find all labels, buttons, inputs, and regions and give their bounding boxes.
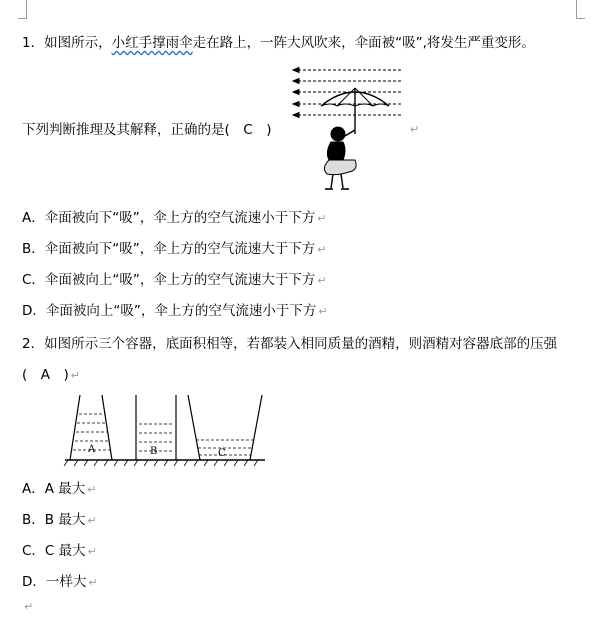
containers-figure	[60, 392, 270, 470]
q1-option-b: B．伞面被向下“吸”，伞上方的空气流速大于下方 ↵	[22, 241, 327, 257]
q1-option-d: D．伞面被向上“吸”，伞上方的空气流速小于下方 ↵	[22, 303, 328, 319]
container-label-c: C	[218, 448, 226, 459]
container-label-a: A	[88, 444, 96, 455]
page-corner-mark-left	[18, 0, 27, 19]
container-label-b: B	[150, 446, 158, 457]
q2-answer: ( A ) ↵	[22, 367, 80, 383]
page-corner-mark-right	[576, 0, 585, 19]
q2-option-b: B．B 最大 ↵	[22, 512, 97, 528]
q1-stem: 下列判断推理及其解释，正确的是( C )	[22, 122, 272, 138]
paragraph-mark: ↵	[410, 123, 420, 136]
q1-option-a: A．伞面被向下“吸”，伞上方的空气流速小于下方 ↵	[22, 210, 327, 226]
q2-option-d: D．一样大 ↵	[22, 574, 98, 590]
q1-option-c: C．伞面被向上“吸”，伞上方的空气流速大于下方 ↵	[22, 272, 327, 288]
q2-option-a: A．A 最大 ↵	[22, 481, 97, 497]
q2-text: 2．如图所示三个容器，底面积相等，若都装入相同质量的酒精，则酒精对容器底部的压强	[22, 336, 558, 352]
paragraph-mark-end: ↵	[24, 600, 34, 613]
q1-text: 1．如图所示，小红手撑雨伞走在路上，一阵大风吹来，伞面被“吸”,将发生严重变形。	[22, 35, 535, 51]
umbrella-figure	[285, 64, 410, 194]
q2-option-c: C．C 最大 ↵	[22, 543, 97, 559]
